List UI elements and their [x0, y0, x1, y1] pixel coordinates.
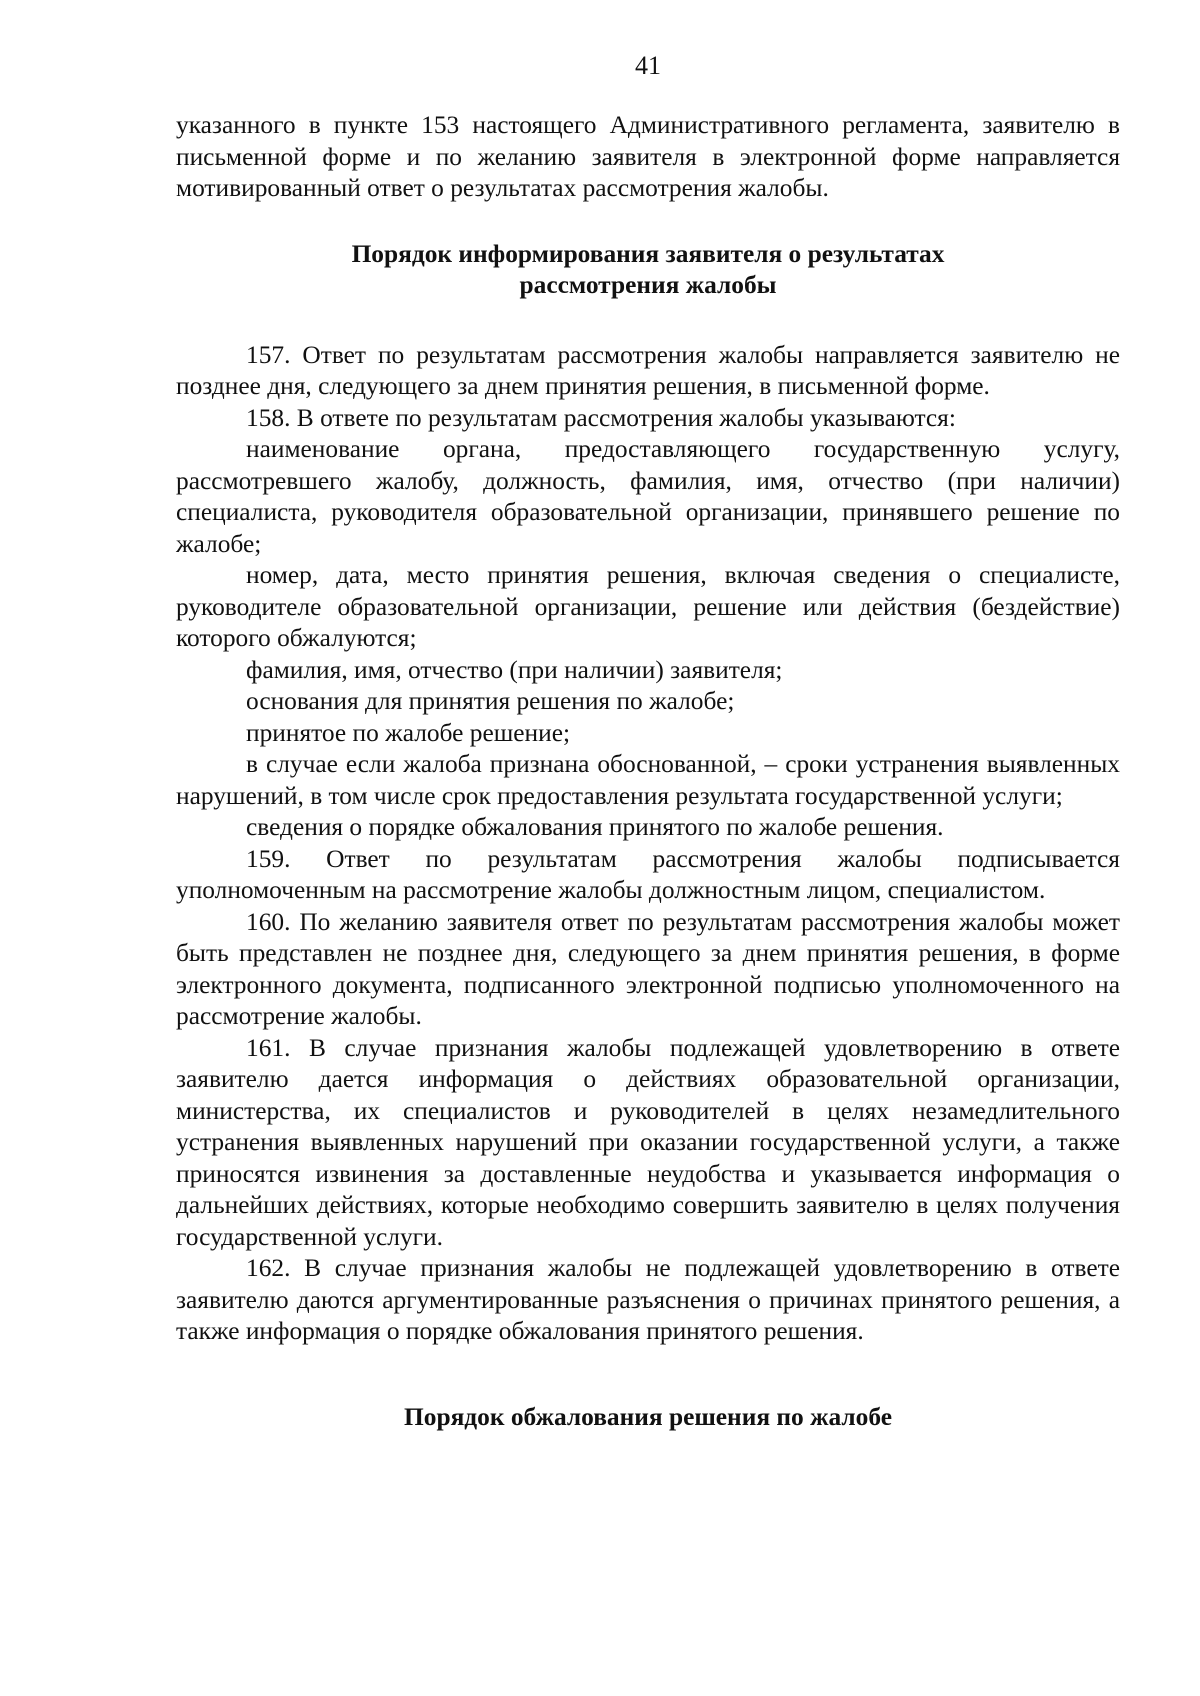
- document-page: [176, 50, 1120, 1433]
- list-item-decision-grounds: основания для принятия решения по жалобе;: [246, 687, 735, 715]
- section-heading-informing: [176, 239, 1120, 302]
- paragraph-158: 158. В ответе по результатам рассмотрения жалобы указываются:: [246, 403, 956, 432]
- list-item-decision: принятое по жалобе решение;: [246, 718, 571, 747]
- intro-paragraph: указанного в пункте 153 настоящего Административного регламента, заявителю в письменной форме и по желанию заявителя в электронной форме направляется мотивированный ответ о результатах рассмотрения жалобы.: [176, 111, 1120, 202]
- list-item-applicant-name: фамилия, имя, отчество (при наличии) заявителя;: [246, 655, 783, 684]
- list-item-appeal-procedure: сведения о порядке обжалования принятого по жалобе решения.: [246, 813, 944, 841]
- section-heading-appeal: Порядок обжалования решения по жалобе: [404, 1402, 892, 1431]
- list-item-authority-name: наименование органа, предоставляющего государственную услугу, рассмотревшего жалобу, должность, фамилия, имя, отчество (при наличии) специалиста, руководителя образовательной организации, принявшего решение по жалобе;: [176, 435, 1120, 558]
- list-item-deadlines: в случае если жалоба признана обоснованной, – сроки устранения выявленных нарушений, в том числе срок предоставления результата государственной услуги;: [176, 750, 1120, 810]
- list-item-decision-number: номер, дата, место принятия решения, включая сведения о специалисте, руководителе образовательной организации, решение или действия (бездействие) которого обжалуются;: [176, 561, 1120, 652]
- paragraph-161: 161. В случае признания жалобы подлежащей удовлетворению в ответе заявителю дается информация о действиях образовательной организации, министерства, их специалистов и руководителей в целях незамедлительного устранения выявленных нарушений при оказании государственной услуги, а также приносятся извинения за доставленные неудобства и указывается информация о дальнейших действиях, которые необходимо совершить заявителю в целях получения государственной услуги.: [176, 1033, 1120, 1251]
- page-number: 41: [635, 51, 661, 80]
- paragraph-160: 160. По желанию заявителя ответ по результатам рассмотрения жалобы может быть представлен не позднее дня, следующего за днем принятия решения, в форме электронного документа, подписанного электронной подписью уполномоченного на рассмотрение жалобы.: [176, 907, 1120, 1030]
- section-heading-line: Порядок информирования заявителя о результатах: [351, 239, 945, 268]
- paragraph-159: 159. Ответ по результатам рассмотрения жалобы подписывается уполномоченным на рассмотрение жалобы должностным лицом, специалистом.: [176, 844, 1120, 904]
- section-heading-line: рассмотрения жалобы: [519, 271, 777, 299]
- paragraph-157: 157. Ответ по результатам рассмотрения жалобы направляется заявителю не позднее дня, следующего за днем принятия решения, в письменной форме.: [176, 340, 1120, 400]
- paragraph-162: 162. В случае признания жалобы не подлежащей удовлетворению в ответе заявителю даются аргументированные разъяснения о причинах принятого решения, а также информация о порядке обжалования принятого решения.: [176, 1254, 1120, 1345]
